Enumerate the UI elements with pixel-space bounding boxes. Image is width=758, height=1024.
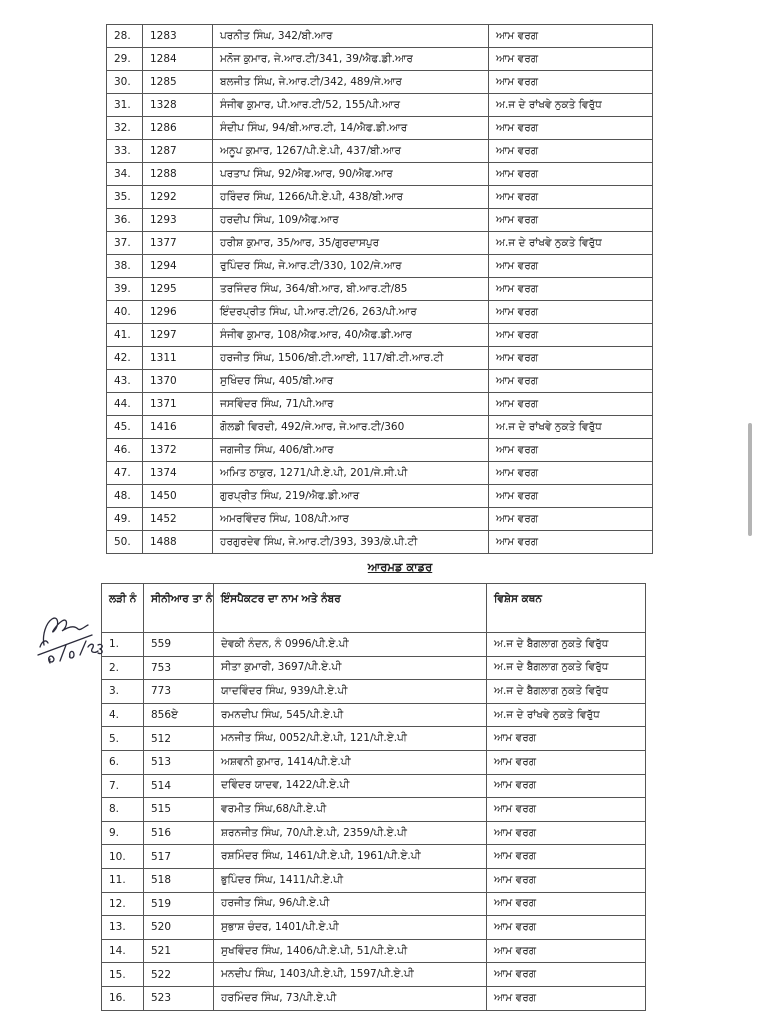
table-row [107,48,653,71]
inspector-name-cell: ਹਰਜੀਤ ਸਿੰਘ, 1506/ਬੀ.ਟੀ.ਆਈ, 117/ਬੀ.ਟੀ.ਆਰ.ਟੀ [213,347,489,370]
seniority-no-cell: 523 [144,986,214,1010]
table-row [102,727,646,751]
serial-no-cell: 16. [102,986,144,1010]
serial-no-cell: 5. [102,727,144,751]
section-title-armed-cadre: ਆਰਮਡ ਕਾਡਰ [367,560,433,574]
remark-cell: ਅ.ਜ ਦੇ ਬੈਗਲਾਗ ਨੁਕਤੇ ਵਿਰੁੱਧ [487,680,646,704]
inspector-name-cell: ਸੁਖਵਿੰਦਰ ਸਿੰਘ, 1406/ਪੀ.ਏ.ਪੀ, 51/ਪੀ.ਏ.ਪੀ [214,939,487,963]
inspector-name-cell: ਜਸਵਿੰਦਰ ਸਿੰਘ, 71/ਪੀ.ਆਰ [213,393,489,416]
table-row [102,703,646,727]
seniority-no-cell: 514 [144,774,214,798]
inspector-name-cell: ਸੰਜੀਵ ਕੁਮਾਰ, ਪੀ.ਆਰ.ਟੀ/52, 155/ਪੀ.ਆਰ [213,94,489,117]
inspector-name-cell: ਬਲਜੀਤ ਸਿੰਘ, ਜੇ.ਆਰ.ਟੀ/342, 489/ਜੇ.ਆਰ [213,71,489,94]
remark-cell: ਆਮ ਵਰਗ [489,117,653,140]
inspector-name-cell: ਰਸ਼ਮਿੰਦਰ ਸਿੰਘ, 1461/ਪੀ.ਏ.ਪੀ, 1961/ਪੀ.ਏ.ਪੀ [214,845,487,869]
remark-cell: ਅ.ਜ ਦੇ ਰਾਂਖਵੇ ਨੁਕਤੇ ਵਿਰੁੱਧ [489,94,653,117]
serial-no-cell: 9. [102,821,144,845]
serial-no-cell: 46. [107,439,143,462]
remark-cell: ਆਮ ਵਰਗ [489,508,653,531]
remark-cell: ਆਮ ਵਰਗ [489,462,653,485]
inspector-name-cell: ਹਰਦੀਪ ਸਿੰਘ, 109/ਐਫ.ਆਰ [213,209,489,232]
seniority-no-cell: 1377 [143,232,213,255]
seniority-no-cell: 1297 [143,324,213,347]
seniority-no-cell: 559 [144,633,214,657]
seniority-no-cell: 1292 [143,186,213,209]
seniority-no-cell: 1488 [143,531,213,554]
inspector-name-cell: ਸੰਜੀਵ ਕੁਮਾਰ, 108/ਐਫ.ਆਰ, 40/ਐਫ.ਡੀ.ਆਰ [213,324,489,347]
seniority-no-cell: 1285 [143,71,213,94]
serial-no-cell: 41. [107,324,143,347]
vertical-scrollbar[interactable] [748,423,752,536]
remark-cell: ਆਮ ਵਰਗ [489,439,653,462]
remark-cell: ਆਮ ਵਰਗ [489,186,653,209]
handwritten-signature [32,605,107,667]
seniority-no-cell: 1450 [143,485,213,508]
serial-no-cell: 4. [102,703,144,727]
remark-cell: ਅ.ਜ ਦੇ ਰਾਂਖਵੇ ਨੁਕਤੇ ਵਿਰੁੱਧ [489,416,653,439]
remark-cell: ਆਮ ਵਰਗ [489,209,653,232]
table-row [102,963,646,987]
serial-no-cell: 48. [107,485,143,508]
remark-cell: ਅ.ਜ ਦੇ ਰਾਂਖਵੇ ਨੁਕਤੇ ਵਿਰੁੱਧ [489,232,653,255]
inspector-name-cell: ਗੋਲਡੀ ਵਿਰਦੀ, 492/ਜੇ.ਆਰ, ਜੇ.ਆਰ.ਟੀ/360 [213,416,489,439]
inspector-list-table [106,24,653,554]
seniority-no-cell: 1294 [143,255,213,278]
table-row [107,94,653,117]
seniority-no-cell: 1416 [143,416,213,439]
serial-no-cell: 40. [107,301,143,324]
table-row [102,892,646,916]
serial-no-cell: 10. [102,845,144,869]
seniority-no-cell: 1288 [143,163,213,186]
inspector-name-cell: ਇੰਦਰਪ੍ਰੀਤ ਸਿੰਘ, ਪੀ.ਆਰ.ਟੀ/26, 263/ਪੀ.ਆਰ [213,301,489,324]
seniority-no-cell: 1311 [143,347,213,370]
table-row [107,416,653,439]
remark-cell: ਆਮ ਵਰਗ [487,868,646,892]
serial-no-cell: 39. [107,278,143,301]
serial-no-cell: 12. [102,892,144,916]
seniority-no-cell: 518 [144,868,214,892]
inspector-name-cell: ਅਨੂਪ ਕੁਮਾਰ, 1267/ਪੀ.ਏ.ਪੀ, 437/ਬੀ.ਆਰ [213,140,489,163]
table-row [107,209,653,232]
seniority-no-cell: 856ਏ [144,703,214,727]
table-row [102,845,646,869]
remark-cell: ਆਮ ਵਰਗ [487,750,646,774]
remark-cell: ਆਮ ਵਰਗ [489,163,653,186]
serial-no-cell: 1. [102,633,144,657]
seniority-no-cell: 753 [144,656,214,680]
seniority-no-cell: 1293 [143,209,213,232]
serial-no-cell: 8. [102,798,144,822]
table-row [107,163,653,186]
armed-cadre-table [101,583,646,1011]
armed-cadre-body [102,584,646,1011]
table-row [102,986,646,1010]
seniority-no-cell: 1284 [143,48,213,71]
remark-cell: ਅ.ਜ ਦੇ ਬੈਗਲਾਗ ਨੁਕਤੇ ਵਿਰੁੱਧ [487,633,646,657]
seniority-no-cell: 1295 [143,278,213,301]
table-row [107,347,653,370]
remark-cell: ਆਮ ਵਰਗ [487,774,646,798]
seniority-no-cell: 512 [144,727,214,751]
remark-cell: ਆਮ ਵਰਗ [489,485,653,508]
seniority-no-cell: 516 [144,821,214,845]
remark-cell: ਆਮ ਵਰਗ [487,821,646,845]
seniority-no-cell: 513 [144,750,214,774]
remark-cell: ਆਮ ਵਰਗ [489,531,653,554]
remark-cell: ਆਮ ਵਰਗ [489,301,653,324]
remark-cell: ਆਮ ਵਰਗ [487,939,646,963]
remark-cell: ਆਮ ਵਰਗ [489,393,653,416]
serial-no-cell: 28. [107,25,143,48]
table-row [107,71,653,94]
seniority-no-cell: 1372 [143,439,213,462]
serial-no-cell: 33. [107,140,143,163]
remark-cell: ਆਮ ਵਰਗ [489,140,653,163]
inspector-name-cell: ਸੰਦੀਪ ਸਿੰਘ, 94/ਬੀ.ਆਰ.ਟੀ, 14/ਐਫ.ਡੀ.ਆਰ [213,117,489,140]
seniority-no-cell: 1283 [143,25,213,48]
remark-cell: ਆਮ ਵਰਗ [487,798,646,822]
serial-no-cell: 44. [107,393,143,416]
remark-cell: ਆਮ ਵਰਗ [489,71,653,94]
remark-cell: ਆਮ ਵਰਗ [489,278,653,301]
inspector-name-cell: ਜਗਜੀਤ ਸਿੰਘ, 406/ਬੀ.ਆਰ [213,439,489,462]
seniority-no-cell: 521 [144,939,214,963]
seniority-no-cell: 1287 [143,140,213,163]
seniority-no-cell: 1374 [143,462,213,485]
table-row [102,774,646,798]
inspector-name-cell: ਹਰੀਸ਼ ਕੁਮਾਰ, 35/ਆਰ, 35/ਗੁਰਦਾਸਪੁਰ [213,232,489,255]
table-row [107,508,653,531]
seniority-no-cell: 1370 [143,370,213,393]
table-row [102,750,646,774]
remark-cell: ਆਮ ਵਰਗ [487,916,646,940]
serial-no-cell: 37. [107,232,143,255]
remark-cell: ਆਮ ਵਰਗ [487,892,646,916]
table-row [107,278,653,301]
serial-no-cell: 43. [107,370,143,393]
header-seniority-no: ਸੀਨੀਆਰ ਤਾ ਨੰ [144,584,214,633]
table-row [102,939,646,963]
remark-cell: ਆਮ ਵਰਗ [489,255,653,278]
inspector-name-cell: ਰਮਨਦੀਪ ਸਿੰਘ, 545/ਪੀ.ਏ.ਪੀ [214,703,487,727]
inspector-list-body [107,25,653,554]
table-row [102,798,646,822]
table-row [107,393,653,416]
serial-no-cell: 36. [107,209,143,232]
inspector-name-cell: ਰੁਪਿੰਦਰ ਸਿੰਘ, ਜੇ.ਆਰ.ਟੀ/330, 102/ਜੇ.ਆਰ [213,255,489,278]
inspector-name-cell: ਪਰਨੀਤ ਸਿੰਘ, 342/ਬੀ.ਆਰ [213,25,489,48]
seniority-no-cell: 517 [144,845,214,869]
inspector-name-cell: ਹਰਗੁਰਦੇਵ ਸਿੰਘ, ਜੇ.ਆਰ.ਟੀ/393, 393/ਕੇ.ਪੀ.ਟੀ [213,531,489,554]
remark-cell: ਆਮ ਵਰਗ [489,324,653,347]
inspector-name-cell: ਮਨਦੀਪ ਸਿੰਘ, 1403/ਪੀ.ਏ.ਪੀ, 1597/ਪੀ.ਏ.ਪੀ [214,963,487,987]
table-row [107,485,653,508]
serial-no-cell: 34. [107,163,143,186]
remark-cell: ਅ.ਜ ਦੇ ਬੈਗਲਾਗ ਨੁਕਤੇ ਵਿਰੁੱਧ [487,656,646,680]
inspector-name-cell: ਸੀਤਾ ਕੁਮਾਰੀ, 3697/ਪੀ.ਏ.ਪੀ [214,656,487,680]
table-header-row [102,584,646,633]
serial-no-cell: 13. [102,916,144,940]
inspector-name-cell: ਹਰਜੀਤ ਸਿੰਘ, 96/ਪੀ.ਏ.ਪੀ [214,892,487,916]
serial-no-cell: 32. [107,117,143,140]
header-remarks: ਵਿਸ਼ੇਸ ਕਥਨ [487,584,646,633]
seniority-no-cell: 515 [144,798,214,822]
table-row [107,531,653,554]
inspector-name-cell: ਹਰਮਿੰਦਰ ਸਿੰਘ, 73/ਪੀ.ਏ.ਪੀ [214,986,487,1010]
serial-no-cell: 35. [107,186,143,209]
remark-cell: ਆਮ ਵਰਗ [487,963,646,987]
serial-no-cell: 3. [102,680,144,704]
table-row [102,633,646,657]
remark-cell: ਆਮ ਵਰਗ [489,25,653,48]
serial-no-cell: 42. [107,347,143,370]
table-row [107,324,653,347]
seniority-no-cell: 773 [144,680,214,704]
inspector-name-cell: ਅਮਿਤ ਠਾਕੁਰ, 1271/ਪੀ.ਏ.ਪੀ, 201/ਜੇ.ਸੀ.ਪੀ [213,462,489,485]
seniority-no-cell: 1296 [143,301,213,324]
table-row [107,232,653,255]
inspector-name-cell: ਭੁਪਿੰਦਰ ਸਿੰਘ, 1411/ਪੀ.ਏ.ਪੀ [214,868,487,892]
inspector-name-cell: ਦਵਿੰਦਰ ਯਾਦਵ, 1422/ਪੀ.ਏ.ਪੀ [214,774,487,798]
table-row [102,821,646,845]
inspector-name-cell: ਮਨਜੀਤ ਸਿੰਘ, 0052/ਪੀ.ਏ.ਪੀ, 121/ਪੀ.ਏ.ਪੀ [214,727,487,751]
remark-cell: ਆਮ ਵਰਗ [487,845,646,869]
inspector-name-cell: ਅਮਰਵਿੰਦਰ ਸਿੰਘ, 108/ਪੀ.ਆਰ [213,508,489,531]
seniority-no-cell: 1371 [143,393,213,416]
table-row [107,25,653,48]
remark-cell: ਅ.ਜ ਦੇ ਰਾਂਖਵੇ ਨੁਕਤੇ ਵਿਰੁੱਧ [487,703,646,727]
inspector-name-cell: ਸੁਭਾਸ਼ ਚੰਦਰ, 1401/ਪੀ.ਏ.ਪੀ [214,916,487,940]
remark-cell: ਆਮ ਵਰਗ [489,48,653,71]
remark-cell: ਆਮ ਵਰਗ [487,727,646,751]
inspector-name-cell: ਸੁਖਿੰਦਰ ਸਿੰਘ, 405/ਬੀ.ਆਰ [213,370,489,393]
serial-no-cell: 50. [107,531,143,554]
serial-no-cell: 30. [107,71,143,94]
serial-no-cell: 38. [107,255,143,278]
serial-no-cell: 29. [107,48,143,71]
inspector-name-cell: ਦੇਵਕੀ ਨੰਦਨ, ਨੰ 0996/ਪੀ.ਏ.ਪੀ [214,633,487,657]
seniority-no-cell: 522 [144,963,214,987]
header-inspector-name: ਇੰਸਪੈਕਟਰ ਦਾ ਨਾਮ ਅਤੇ ਨੰਬਰ [214,584,487,633]
inspector-name-cell: ਗੁਰਪ੍ਰੀਤ ਸਿੰਘ, 219/ਐਫ.ਡੀ.ਆਰ [213,485,489,508]
table-row [102,916,646,940]
seniority-no-cell: 1452 [143,508,213,531]
table-row [102,868,646,892]
table-row [107,370,653,393]
inspector-name-cell: ਮਨੋਜ ਕੁਮਾਰ, ਜੇ.ਆਰ.ਟੀ/341, 39/ਐਫ.ਡੀ.ਆਰ [213,48,489,71]
serial-no-cell: 11. [102,868,144,892]
remark-cell: ਆਮ ਵਰਗ [487,986,646,1010]
serial-no-cell: 6. [102,750,144,774]
table-row [107,117,653,140]
inspector-name-cell: ਸ਼ਰਨਜੀਤ ਸਿੰਘ, 70/ਪੀ.ਏ.ਪੀ, 2359/ਪੀ.ਏ.ਪੀ [214,821,487,845]
serial-no-cell: 47. [107,462,143,485]
seniority-no-cell: 520 [144,916,214,940]
table-row [107,301,653,324]
inspector-name-cell: ਯਾਦਵਿੰਦਰ ਸਿੰਘ, 939/ਪੀ.ਏ.ਪੀ [214,680,487,704]
serial-no-cell: 49. [107,508,143,531]
remark-cell: ਆਮ ਵਰਗ [489,347,653,370]
inspector-name-cell: ਤਰਜਿੰਦਰ ਸਿੰਘ, 364/ਬੀ.ਆਰ, ਬੀ.ਆਰ.ਟੀ/85 [213,278,489,301]
inspector-name-cell: ਹਰਿੰਦਰ ਸਿੰਘ, 1266/ਪੀ.ਏ.ਪੀ, 438/ਬੀ.ਆਰ [213,186,489,209]
serial-no-cell: 2. [102,656,144,680]
table-row [107,439,653,462]
inspector-name-cell: ਪਰਤਾਪ ਸਿੰਘ, 92/ਐਫ.ਆਰ, 90/ਐਫ.ਆਰ [213,163,489,186]
seniority-no-cell: 1328 [143,94,213,117]
inspector-name-cell: ਵਰਮੀਤ ਸਿੰਘ,68/ਪੀ.ਏ.ਪੀ [214,798,487,822]
seniority-no-cell: 1286 [143,117,213,140]
table-row [107,186,653,209]
serial-no-cell: 31. [107,94,143,117]
table-row [107,462,653,485]
table-row [102,656,646,680]
inspector-name-cell: ਅਸ਼ਵਨੀ ਕੁਮਾਰ, 1414/ਪੀ.ਏ.ਪੀ [214,750,487,774]
serial-no-cell: 15. [102,963,144,987]
serial-no-cell: 14. [102,939,144,963]
table-row [102,680,646,704]
remark-cell: ਆਮ ਵਰਗ [489,370,653,393]
header-serial-no: ਲੜੀ ਨੰ [102,584,144,633]
serial-no-cell: 7. [102,774,144,798]
serial-no-cell: 45. [107,416,143,439]
table-row [107,255,653,278]
table-row [107,140,653,163]
seniority-no-cell: 519 [144,892,214,916]
